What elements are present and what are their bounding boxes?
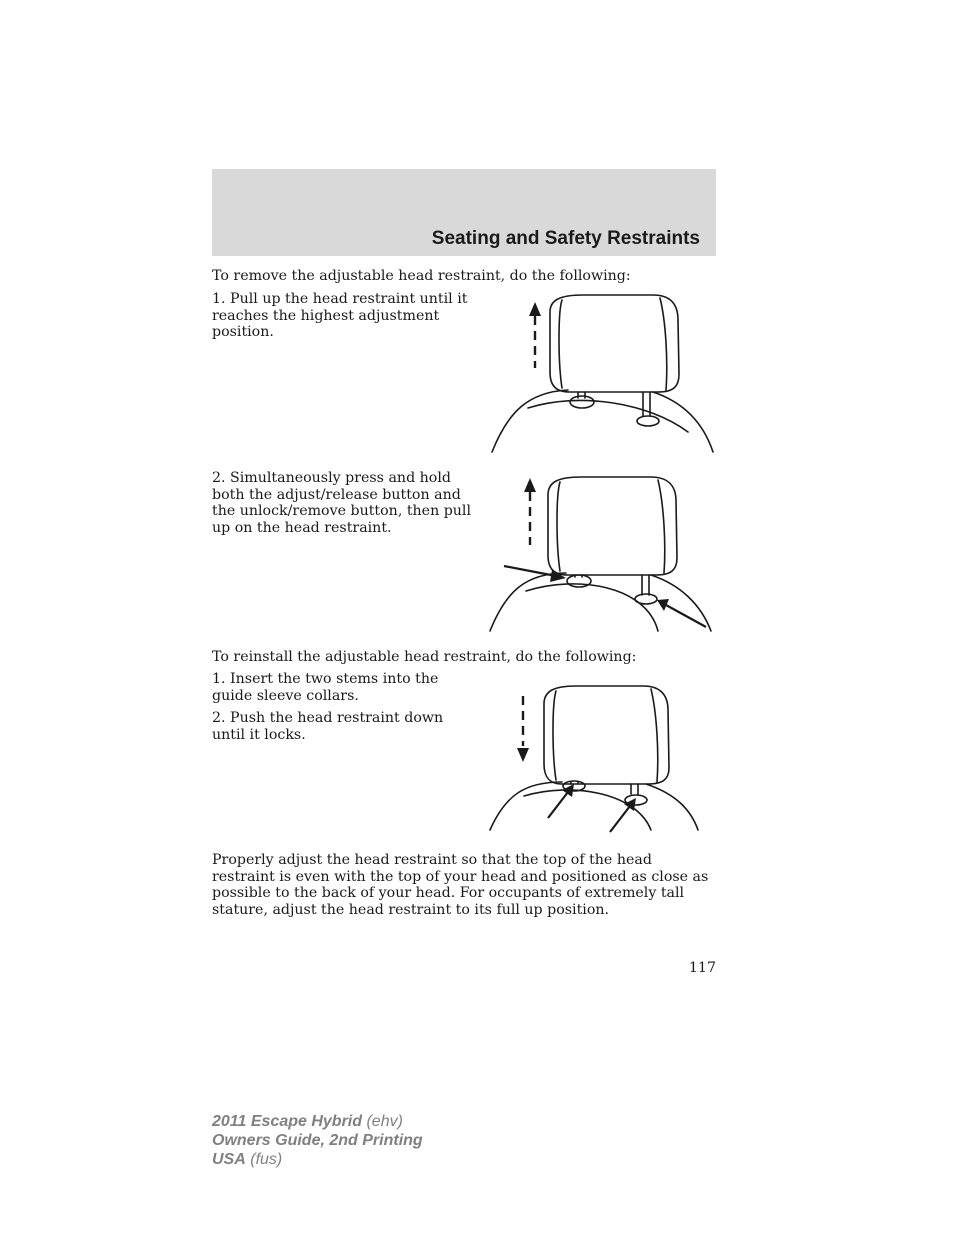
footer-market: USA (212, 1151, 246, 1168)
remove-step-2-text: 2. Simultaneously press and hold both the adjust/release button and the unlock/remove button, then pull up on the head restraint. (212, 470, 472, 536)
footer-line-1 (212, 1112, 423, 1131)
document-footer (212, 1112, 423, 1169)
figure-push-down-head-restraint (486, 682, 716, 834)
remove-step-1-text: 1. Pull up the head restraint until it reaches the highest adjustment position. (212, 291, 468, 340)
insert-arrow-right-icon (610, 798, 636, 832)
remove-intro-text: To remove the adjustable head restraint, do the following: (212, 268, 631, 284)
arrow-up-dashed-icon (524, 478, 536, 545)
footer-model: 2011 Escape Hybrid (212, 1113, 363, 1130)
footer-market-code: (fus) (250, 1151, 283, 1168)
footer-line-3 (212, 1150, 423, 1169)
reinstall-step-1-text: 1. Insert the two stems into the guide sleeve collars. (212, 671, 439, 704)
figure-press-buttons-pull-up (486, 473, 716, 635)
press-arrow-left-icon (504, 566, 566, 582)
arrow-down-dashed-icon (517, 696, 529, 762)
arrow-up-dashed-icon (529, 302, 541, 368)
reinstall-step-2-text: 2. Push the head restraint down until it locks. (212, 710, 444, 743)
footer-guide-edition: Owners Guide, 2nd Printing (212, 1132, 423, 1149)
press-arrow-right-icon (657, 599, 706, 627)
page-number: 117 (688, 960, 716, 976)
figure-pull-up-head-restraint (488, 292, 718, 457)
section-header-band (212, 169, 716, 256)
reinstall-intro-text: To reinstall the adjustable head restraint, do the following: (212, 649, 637, 665)
footer-line-2 (212, 1131, 423, 1150)
footer-model-code: (ehv) (366, 1113, 403, 1130)
section-title: Seating and Safety Restraints (431, 228, 700, 249)
final-note-paragraph: Properly adjust the head restraint so that the top of the head restraint is even with the top of your head and positioned as close as possible to the back of your head. For occupants of extremely tall stature, adjust the head restraint to its full up position. (212, 852, 709, 918)
insert-arrow-left-icon (548, 784, 574, 818)
